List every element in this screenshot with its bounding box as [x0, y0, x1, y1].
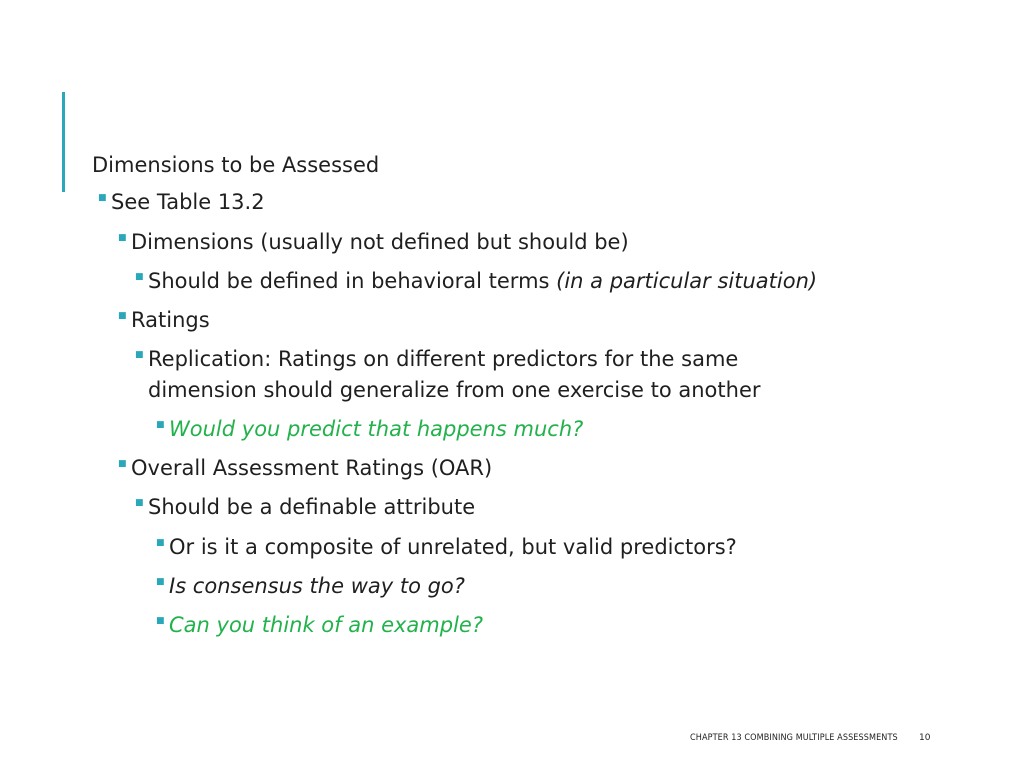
bullet-icon: ■: [135, 272, 144, 282]
bullet-icon: ■: [135, 498, 144, 508]
bullet-text: Dimensions (usually not defined but should be): [131, 230, 629, 254]
bullet-icon: ■: [118, 459, 127, 469]
bullet-text: Or is it a composite of unrelated, but valid predictors?: [169, 535, 737, 559]
bullet-icon: ■: [135, 350, 144, 360]
bullet-level4: [156, 532, 737, 563]
bullet-text: Should be a definable attribute: [148, 495, 476, 519]
bullet-text: Ratings: [131, 308, 210, 332]
bullet-text: Overall Assessment Ratings (OAR): [131, 456, 493, 480]
bullet-level4: [156, 571, 465, 602]
bullet-level3: [135, 344, 738, 375]
bullet-level4: [156, 414, 583, 445]
footer-chapter-title: CHAPTER 13 COMBINING MULTIPLE ASSESSMENTS: [690, 733, 898, 743]
bullet-text-italic: Is consensus the way to go?: [169, 574, 465, 598]
bullet-level1: [98, 187, 265, 218]
bullet-icon: ■: [156, 577, 165, 587]
bullet-text: Should be defined in behavioral terms: [148, 269, 557, 293]
bullet-level4: [156, 610, 483, 641]
bullet-icon: ■: [156, 616, 165, 626]
section-heading: Dimensions to be Assessed: [92, 153, 380, 177]
bullet-level3: [135, 492, 475, 523]
accent-bar: [62, 92, 65, 192]
bullet-text-highlight: Can you think of an example?: [169, 613, 483, 637]
bullet-icon: ■: [98, 193, 107, 203]
page-number: 10: [919, 733, 931, 743]
bullet-continuation: dimension should generalize from one exercise to another: [148, 378, 761, 402]
bullet-text: See Table 13.2: [111, 190, 265, 214]
bullet-level2: [118, 227, 629, 258]
bullet-icon: ■: [156, 538, 165, 548]
bullet-text-italic: (in a particular situation): [556, 269, 818, 293]
bullet-icon: ■: [118, 311, 127, 321]
bullet-icon: ■: [118, 233, 127, 243]
bullet-text-highlight: Would you predict that happens much?: [169, 417, 584, 441]
bullet-level2: [118, 453, 492, 484]
bullet-text: Replication: Ratings on different predictors for the same: [148, 347, 739, 371]
bullet-level2: [118, 305, 210, 336]
bullet-icon: ■: [156, 420, 165, 430]
bullet-level3: [135, 266, 817, 297]
